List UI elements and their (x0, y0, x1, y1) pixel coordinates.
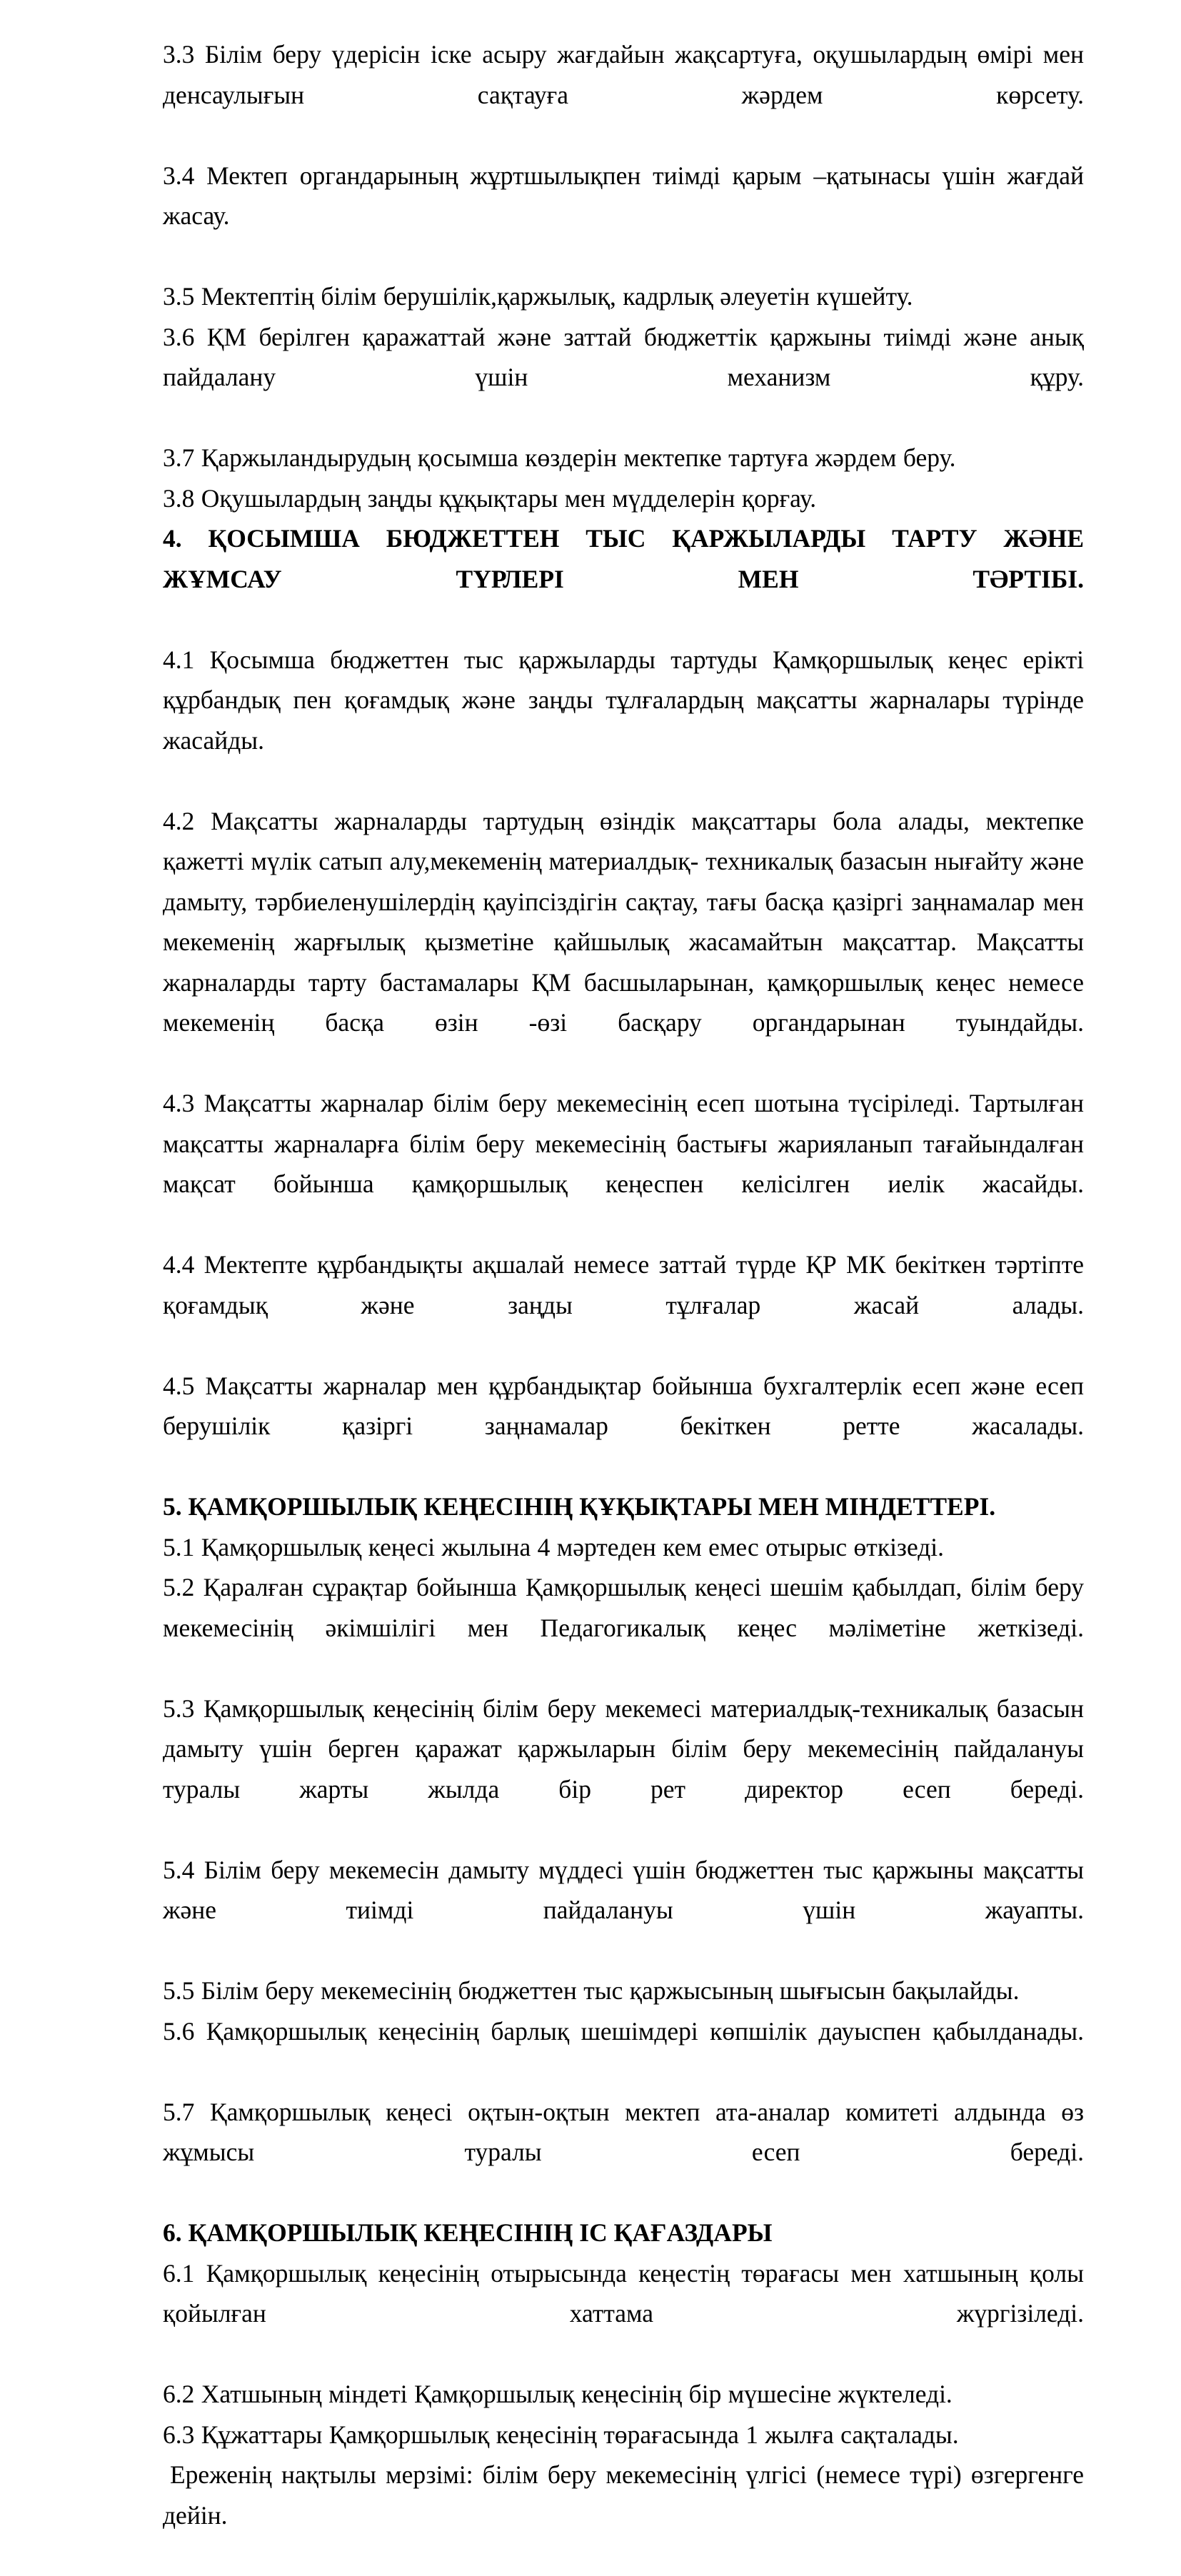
heading-section-5: 5. ҚАМҚОРШЫЛЫҚ КЕҢЕСІНІҢ ҚҰҚЫҚТАРЫ МЕН МІНДЕТТЕРІ. (163, 1492, 996, 1521)
heading-section-4: 4. ҚОСЫМША БЮДЖЕТТЕН ТЫС ҚАРЖЫЛАРДЫ ТАРТУ ЖӘНЕ ЖҰМСАУ ТҮРЛЕРІ МЕН ТӘРТІБІ. (163, 524, 1084, 593)
paragraph-3-8: 3.8 Оқушылардың заңды құқықтары мен мүдделерін қорғау. (163, 483, 817, 513)
paragraph-6-2: 6.2 Хатшының міндеті Қамқоршылық кеңесінің бір мүшесіне жүктеледі. (163, 2380, 953, 2408)
paragraph-4-4: 4.4 Мектепте құрбандықты ақшалай немесе заттай түрде ҚР МК бекіткен тәртіпте қоғамдық және заңды тұлғалар жасай алады. (163, 1250, 1084, 1319)
paragraph-5-7: 5.7 Қамқоршылық кеңесі оқтын-оқтын мектеп ата-аналар комитеті алдында өз жұмысы туралы есеп береді. (163, 2097, 1084, 2166)
paragraph-5-4: 5.4 Білім беру мекемесін дамыту мүддесі үшін бюджеттен тыс қаржыны мақсатты және тиімді пайдалануы үшін жауапты. (163, 1855, 1084, 1924)
heading-section-6: 6. ҚАМҚОРШЫЛЫҚ КЕҢЕСІНІҢ ІС ҚАҒАЗДАРЫ (163, 2218, 773, 2247)
paragraph-4-2: 4.2 Мақсатты жарналарды тартудың өзіндік мақсаттары бола алады, мектепке қажетті мүлік сатып алу,мекеменің материалдық- техникалық базасын нығайту және дамыту, тәрбиеленушілердің қауіпсіздігін сақтау, тағы басқа қазіргі заңнамалар мен мекеменің жарғылық қызметіне қайшылық жасамайтын мақсаттар. Мақсатты жарналарды тарту бастамалары ҚМ басшыларынан, қамқоршылық кеңес немесе мекеменің басқа өзін -өзі басқару органдарынан туындайды. (163, 806, 1084, 1037)
paragraph-5-6: 5.6 Қамқоршылық кеңесінің барлық шешімдері көпшілік дауыспен қабылданады. (163, 2016, 1084, 2046)
paragraph-5-5: 5.5 Білім беру мекемесінің бюджеттен тыс қаржысының шығысын бақылайды. (163, 1976, 1020, 2005)
paragraph-3-4: 3.4 Мектеп органдарының жұртшылықпен тиімді қарым –қатынасы үшін жағдай жасау. (163, 161, 1084, 230)
paragraph-closing-note: Ереженің нақтылы мерзімі: білім беру мекемесінің үлгісі (немесе түрі) өзгергенге дейін. (163, 2460, 1084, 2530)
paragraph-5-1: 5.1 Қамқоршылық кеңесі жылына 4 мәртеден кем емес отырыс өткізеді. (163, 1532, 945, 1561)
paragraph-3-7: 3.7 Қаржыландырудың қосымша көздерін мектепке тартуға жәрдем беру. (163, 443, 956, 472)
paragraph-5-3: 5.3 Қамқоршылық кеңесінің білім беру мекемесі материалдық-техникалық базасын дамыту үшін берген қаражат қаржыларын білім беру мекемесінің пайдалануы туралы жарты жылда бір рет директор есеп береді. (163, 1694, 1084, 1803)
paragraph-3-3: 3.3 Білім беру үдерісін іске асыру жағдайын жақсартуға, оқушылардың өмірі мен денсаулығын сақтауға жәрдем көрсету. (163, 40, 1084, 109)
paragraph-6-3: 6.3 Құжаттары Қамқоршылық кеңесінің төрағасында 1 жылға сақталады. (163, 2420, 959, 2449)
paragraph-4-1: 4.1 Қосымша бюджеттен тыс қаржыларды тартуды Қамқоршылық кеңес ерікті құрбандық пен қоғамдық және заңды тұлғалардың мақсатты жарналары түрінде жасайды. (163, 645, 1084, 755)
paragraph-4-5: 4.5 Мақсатты жарналар мен құрбандықтар бойынша бухгалтерлік есеп және есеп берушілік қазіргі заңнамалар бекіткен ретте жасалады. (163, 1371, 1084, 1440)
paragraph-6-1: 6.1 Қамқоршылық кеңесінің отырысында кеңестің төрағасы мен хатшының қолы қойылған хаттама жүргізіледі. (163, 2258, 1084, 2328)
paragraph-3-5: 3.5 Мектептің білім берушілік,қаржылық, кадрлық әлеуетін күшейту. (163, 282, 913, 311)
document-body (163, 34, 1084, 2576)
paragraph-4-3: 4.3 Мақсатты жарналар білім беру мекемесінің есеп шотына түсіріледі. Тартылған мақсатты жарналарға білім беру мекемесінің бастығы жарияланып тағайындалған мақсат бойынша қамқоршылық кеңеспен келісілген иелік жасайды. (163, 1089, 1084, 1198)
paragraph-5-2: 5.2 Қаралған сұрақтар бойынша Қамқоршылық кеңесі шешім қабылдап, білім беру мекемесінің әкімшілігі мен Педагогикалық кеңес мәліметіне жеткізеді. (163, 1573, 1084, 1642)
paragraph-3-6: 3.6 ҚМ берілген қаражаттай және заттай бюджеттік қаржыны тиімді және анық пайдалану үшін механизм құру. (163, 322, 1084, 391)
